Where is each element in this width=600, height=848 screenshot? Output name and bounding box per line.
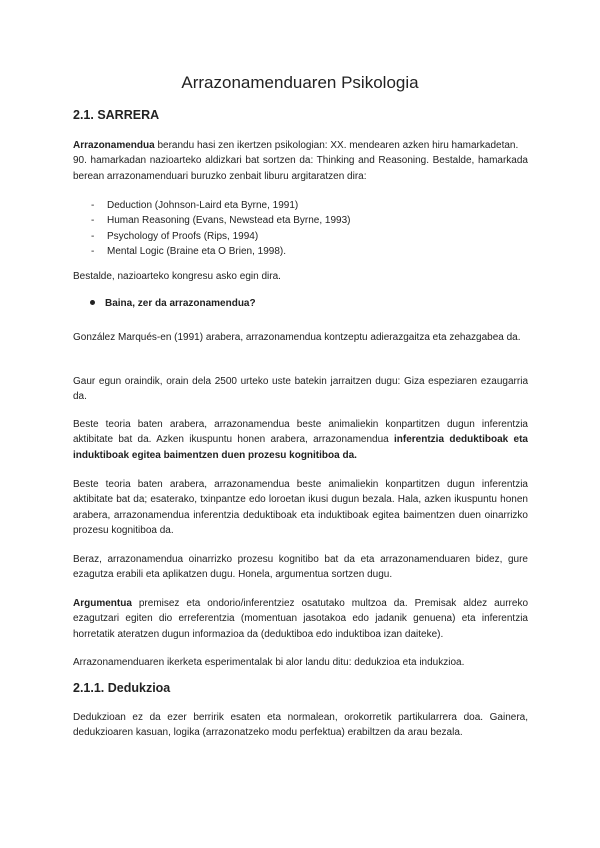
ikerketa-paragraph: Arrazonamenduaren ikerketa esperimentalak bi alor landu ditu: dedukzioa eta indukzioa. — [73, 657, 465, 668]
teoria-paragraph-1: Beste teoria baten arabera, arrazonamendua beste animaliekin konpartitzen dugun inferentzia aktibitate bat da. Azken ikuspuntu honen arabera, arrazonamendua inferentzia deduktiboak eta induktiboak egitea baimentzen duen prozesu kognitiboa da. — [73, 419, 528, 461]
list-item: - Mental Logic (Braine eta O Brien, 1998). — [91, 244, 511, 259]
dedukzioa-paragraph: Dedukzioan ez da ezer berririk esaten eta normalean, orokorretik partikularrera doa. Gainera, dedukzioaren kasuan, logika (arrazonatzeko modu perfektua) erabiltzen da arau bezala. — [73, 712, 528, 739]
book-list — [91, 198, 511, 259]
intro-paragraph — [73, 138, 528, 184]
intro-text: berandu hasi zen ikertzen psikologian: XX. mendearen azken hiru hamarkadetan. — [154, 140, 519, 151]
gonzalez-paragraph: González Marqués-en (1991) arabera, arrazonamendua kontzeptu adierazgaitza eta zehazgabea da. — [73, 332, 521, 343]
teoria-bold-definition: inferentzia deduktiboak eta induktiboak egitea baimentzen duen prozesu kognitiboa da. — [73, 434, 528, 461]
intro-bold-term: Arrazonamendua — [73, 140, 155, 151]
argumentua-bold-term: Argumentua — [73, 598, 132, 609]
page-title: Arrazonamenduaren Psikologia — [181, 73, 419, 92]
list-item: - Deduction (Johnson-Laird eta Byrne, 1991) — [91, 198, 511, 213]
list-item: - Psychology of Proofs (Rips, 1994) — [91, 229, 511, 244]
dash-marker: - — [91, 200, 95, 211]
teoria-paragraph-2: Beste teoria baten arabera, arrazonamendua beste animaliekin konpartitzen dugun inferentzia aktibitate bat da; esaterako, txinpantze edo loroetan ikusi dugun bezala. Hala, azken ikuspuntu honen arabera, arrazonamendua inferentzia deduktiboak eta induktiboak egitea baimentzen duen oinarrizko prozesu kognitiboa da. — [73, 479, 528, 536]
beraz-paragraph: Beraz, arrazonamendua oinarrizko prozesu kognitibo bat da eta arrazonamenduaren bidez, gure ezagutza erabili eta aplikatzen dugu. Honela, argumentua sortzen dugu. — [73, 554, 528, 581]
section-heading: 2.1. SARRERA — [73, 108, 160, 122]
intro-line2: 90. hamarkadan nazioarteko aldizkari bat sortzen da: Thinking and Reasoning. Bestalde, hamarkada berean arrazonamenduari buruzko zenbait liburu argitaratzen dira: — [73, 155, 528, 182]
list-item: - Human Reasoning (Evans, Newstead eta Byrne, 1993) — [91, 213, 511, 228]
congress-paragraph: Bestalde, nazioarteko kongresu asko egin dira. — [73, 271, 281, 282]
subsection-heading: 2.1.1. Dedukzioa — [73, 681, 171, 695]
argumentua-paragraph: Argumentua premisez eta ondorio/inferentziez osatutako multzoa da. Premisak aldez aurreko ezagutzari egiten dio erreferentzia (momentuan jasotakoa edo jadanik genuena) eta inferentzia horretatik ateratzen dugun informazioa da (deduktiboa edo induktiboa izan daiteke). — [73, 598, 528, 640]
question-bullet — [90, 298, 256, 309]
dash-marker: - — [91, 230, 95, 242]
dash-marker: - — [91, 245, 95, 257]
gaur-paragraph: Gaur egun oraindik, orain dela 2500 urteko uste batekin jarraitzen dugu: Giza espeziaren ezaugarria da. — [73, 376, 528, 403]
bullet-dot-icon — [90, 300, 95, 305]
question-text: Baina, zer da arrazonamendua? — [105, 298, 256, 309]
dash-marker: - — [91, 215, 95, 227]
